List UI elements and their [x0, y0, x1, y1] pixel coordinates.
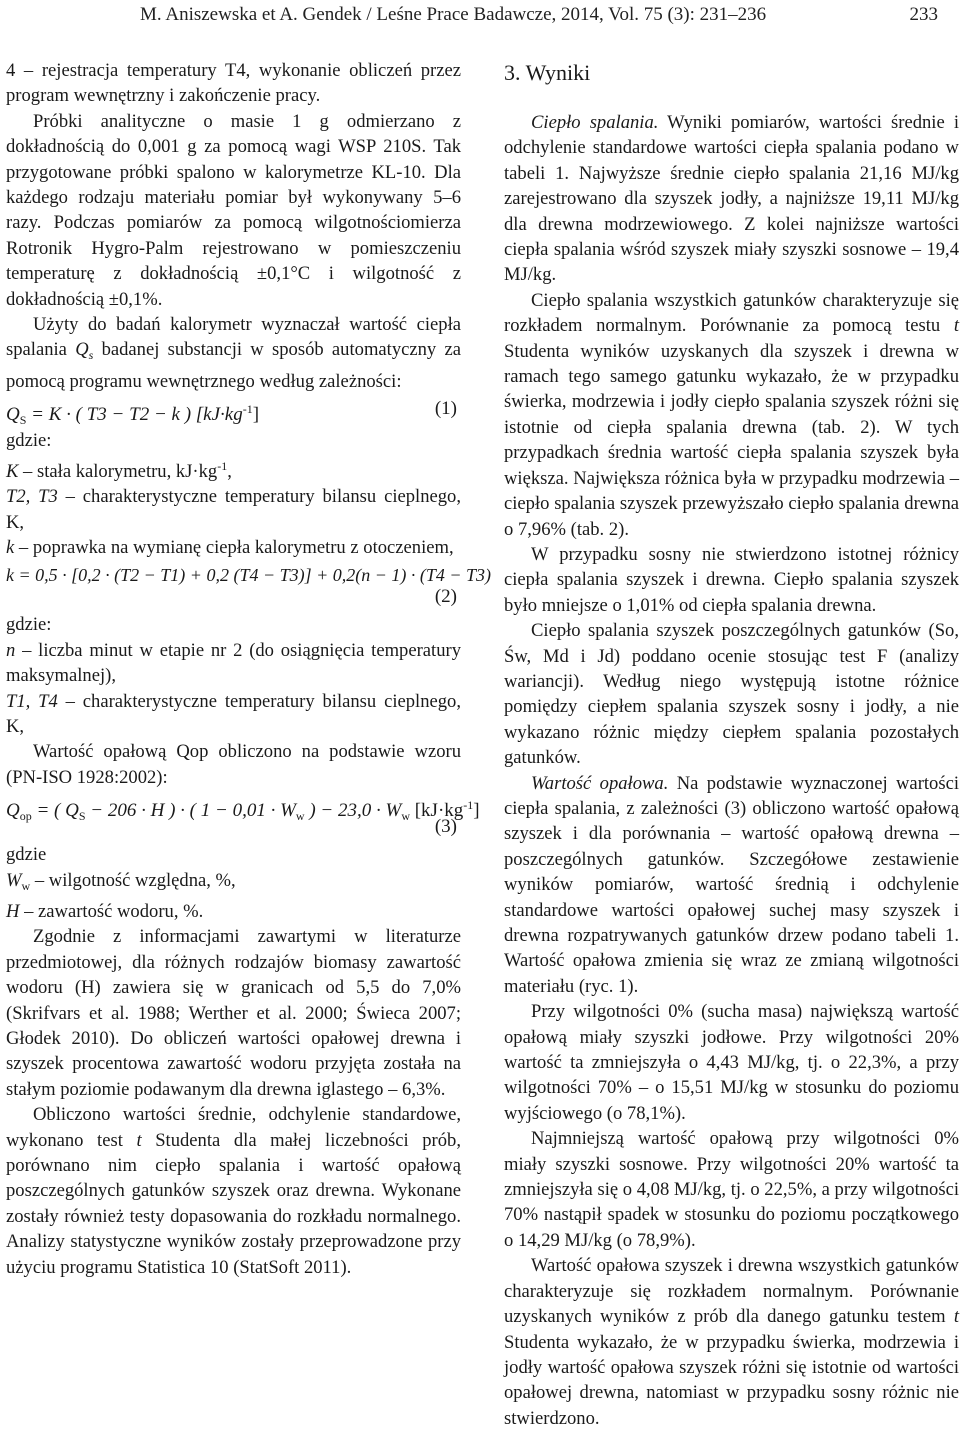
left-column	[6, 58, 492, 1343]
where-label-3: gdzie	[6, 844, 47, 866]
paragraph-heat-of-combustion: Ciepło spalania. Wyniki pomiarów, wartości średnie i odchylenie standardowe wartości ciepła spalania podano w tabeli 1. Najwyższe średnie ciepło spalania 21,16 MJ/kg zarejestrowano dla szyszek jodły, a najniższe 19,11 MJ/kg dla drewna modrzewiowego. Z kolei najniższe wartości ciepła spalania wśród szyszek miały szyszki sosnowe – 19,4 MJ/kg.	[504, 112, 959, 286]
paragraph-statistics: Obliczono wartości średnie, odchylenie standardowe, wykonano test t Studenta dla małej liczebności prób, porównano nim ciepło spalania i wartość opałową poszczególnych gatunków szyszek oraz drewna. Wykonane zostały również testy dopasowania do rozkładu normalnego. Analizy statystyczne wyników zostały przeprowadzone przy użyciu programu Statistica 10 (StatSoft 2011).	[6, 1104, 461, 1278]
definition-H: H – zawartość wodoru, %.	[6, 900, 204, 922]
paragraph-pine-cones: Najmniejszą wartość opałową przy wilgotności 0% miały szyszki sosnowe. Przy wilgotności 20% wartość ta zmniejszyła się o 4,08 MJ/kg, tj. o 22,5%, a przy wilgotności 70% nastąpił spadek w stosunku do poziomu początkowego o 14,29 MJ/kg (o 78,9%).	[504, 1128, 959, 1251]
definition-T2-T3: T2, T3 – charakterystyczne temperatury bilansu cieplnego, K,	[6, 486, 461, 533]
formula-3-number-line	[6, 816, 461, 842]
running-head	[8, 0, 938, 30]
formula-2-number-line	[6, 586, 461, 612]
definition-Ww: $W_w$ – wilgotność względna, %,	[6, 869, 236, 893]
paragraph-samples: Próbki analityczne o masie 1 g odmierzano z dokładnością do 0,001 g za pomocą wagi WSP 210S. Tak przygotowane próbki spalono w kalorymetrze KL-10. Dla każdego rodzaju materiału pomiar był wykonywany 5–6 razy. Podczas pomiarów za pomocą wilgotnościomierza Rotronik Hygro-Palm rejestrowano w pomieszczeniu temperaturę z dokładnością ±0,1°C i wilgotność z dokładnością ±0,1%.	[6, 110, 461, 310]
paragraph-calorimeter: Użyty do badań kalorymetr wyznaczał wartość ciepła spalania $Q_s$ badanej substancji w sposób automatyczny za pomocą programu wewnętrznego według zależności:	[6, 314, 461, 392]
where-label-1: gdzie:	[6, 430, 52, 452]
right-column	[504, 58, 959, 1429]
formula-3: $Q_{op}$ = ( $Q_S - 206 \cdot H$ ) · ( $1 - 0,01 \cdot W_w$ ) − $23,0 \cdot W_w$ $[kJ\cdot kg^{-1}]$	[6, 798, 480, 824]
definition-n: n – liczba minut w etapie nr 2 (do osiągnięcia temperatury maksymalnej),	[6, 639, 461, 687]
equation-number-3: (3)	[434, 816, 457, 838]
paragraph-hydrogen: Zgodnie z informacjami zawartymi w literaturze przedmiotowej, dla różnych rodzajów biomasy zawartość wodoru (H) zawiera się w granicach od 5,5 do 7,0% (Skrifvars et al. 1988; Werther et al. 2000; Świeca 2007; Głodek 2010). Do obliczeń wartości opałowej drewna i szyszek procentowa zawartość wodoru przyjęta została na stałym poziomie podawanym dla drewna iglastego – 6,3%.	[6, 926, 461, 1100]
text-columns	[6, 58, 959, 1429]
formula-1: $Q_S = K$ · ( T3 − T2 − k ) $[kJ\cdot kg^{-1}]$ (1)	[6, 394, 461, 428]
running-title: M. Aniszewska et A. Gendek / Leśne Prace Badawcze, 2014, Vol. 75 (3): 231–236	[140, 4, 767, 25]
paragraph-procedure-end: 4 – rejestracja temperatury T4, wykonanie obliczeń przez program wewnętrzny i zakończenie pracy.	[6, 60, 461, 107]
paragraph-calorific-value: Wartość opałowa. Na podstawie wyznaczonej wartości ciepła spalania, z zależności (3) obliczono wartość opałową szyszek i dla porównania – wartość opałową drewna – poszczególnych gatunków. Szczegółowe zestawienie wyników pomiarów, wartość średnią i odchylenie standardowe wartości opałowej suchej masy szyszek i drewna rozpatrywanych gatunków drzew podano tabeli 1. Wartość opałowa zmienia się wraz ze zmianą wilgotności materiału (ryc. 1).	[504, 772, 959, 997]
paragraph-normal-distribution: Wartość opałowa szyszek i drewna wszystkich gatunków charakteryzuje się rozkładem normalnym. Porównanie uzyskanych wyników z prób dla danego gatunku testem t Studenta wykazało, że w przypadku świerka, modrzewia i jodły wartość opałowa szyszek różni się istotnie od wartości opałowej drewna, natomiast w przypadku sosny różnic nie stwierdzono.	[504, 1255, 959, 1429]
paragraph-net-calorific: Wartość opałową Qop obliczono na podstawie wzoru (PN-ISO 1928:2002):	[6, 741, 461, 788]
equation-number-1: (1)	[434, 398, 457, 420]
paragraph-pine: W przypadku sosny nie stwierdzono istotnej różnicy ciepła spalania szyszek i drewna. Ciepło spalania szyszek było mniejsze o 1,01% od ciepła spalania drewna.	[504, 543, 959, 616]
page-number: 233	[909, 4, 938, 25]
paragraph-f-test: Ciepło spalania szyszek poszczególnych gatunków (So, Św, Md i Jd) poddano ocenie stosując test F (analizy wariancji). Według niego występują istotne różnice pomiędzy ciepłem spalania szyszek sosny i jodły, a nie wykazano różnic między ciepłem spalania pozostałych gatunków.	[504, 620, 959, 769]
definition-T1-T4: T1, T4 – charakterystyczne temperatury bilansu cieplnego, K,	[6, 690, 461, 737]
section-heading-results: 3. Wyniki	[504, 60, 591, 85]
equation-number-2: (2)	[434, 586, 457, 608]
formula-2: k = 0,5 · [0,2 · (T2 − T1) + 0,2 (T4 − T3)] + 0,2(n − 1) · (T4 − T3)	[6, 565, 492, 586]
where-label-2: gdzie:	[6, 614, 52, 636]
definition-k: k – poprawka na wymianę ciepła kalorymetru z otoczeniem,	[6, 536, 454, 558]
definition-K: K – stała kalorymetru, $kJ\cdot kg^{-1}$,	[6, 458, 232, 482]
paragraph-fir-cones: Przy wilgotności 0% (sucha masa) największą wartość opałową miały szyszki jodłowe. Przy wilgotności 20% wartość ta zmniejszyła o 4,43 MJ/kg, tj. o 22,3%, a przy wilgotności 70% – o 15,51 MJ/kg w stosunku do poziomu wyjściowego (o 78,1%).	[504, 1001, 959, 1124]
paragraph-t-test-combustion: Ciepło spalania wszystkich gatunków charakteryzuje się rozkładem normalnym. Porównanie za pomocą testu t Studenta wyników uzyskanych dla szyszek i drewna w ramach tego samego gatunku wykazało, że w przypadku świerka, modrzewia i jodły ciepło spalania szyszek różni się istotnie od ciepła spalania drewna (tab. 2). W tych przypadkach średnia wartość ciepła spalania szyszek była większa. Największa różnica była w przypadku modrzewia – ciepło spalania szyszek przewyższało ciepło spalania drewna o 7,96% (tab. 2).	[504, 289, 959, 540]
